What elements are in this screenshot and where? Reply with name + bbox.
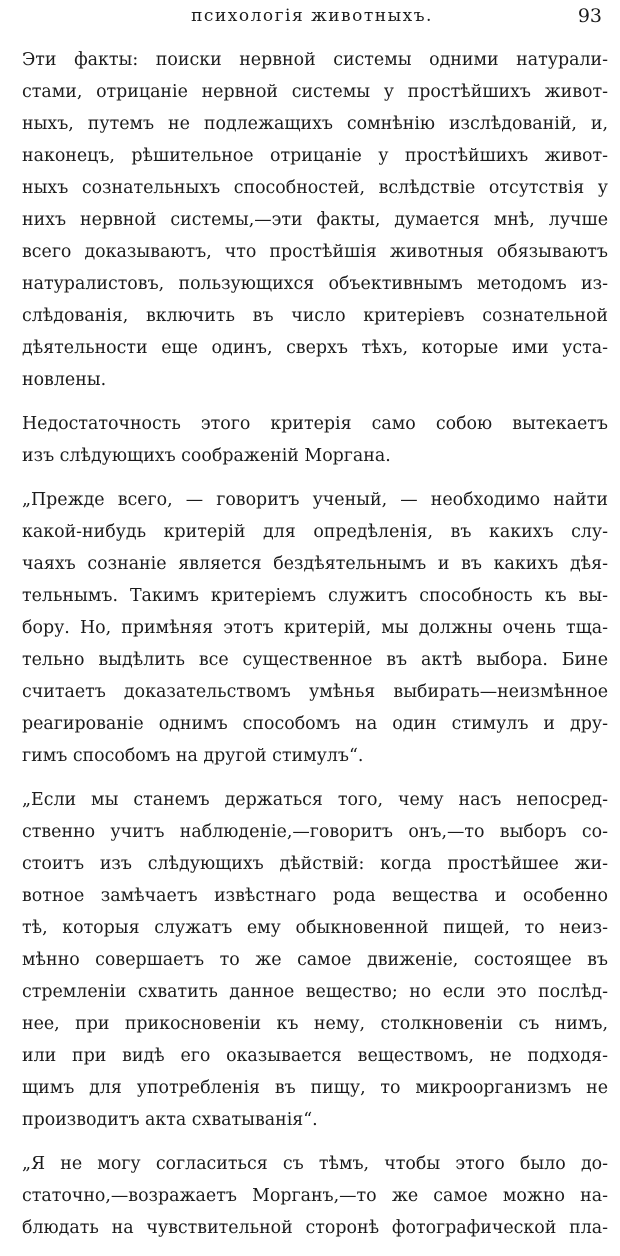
paragraph-2 <box>22 408 608 472</box>
text-line: „Прежде всего, — говоритъ ученый, — необходимо найти <box>22 490 608 510</box>
text-line: „Я не могу согласиться съ тѣмъ, чтобы этого было до- <box>22 1154 608 1174</box>
text-line: тѣ, которыя служатъ ему обыкновенной пищей, то неиз- <box>22 918 608 938</box>
paragraph-5 <box>22 1148 608 1244</box>
text-line: слѣдованія, включить въ число критеріевъ сознательной <box>22 306 608 326</box>
text-line: мѣнно совершаетъ то же самое движеніе, состоящее въ <box>22 950 608 970</box>
text-line: натуралистовъ, пользующихся объективнымъ методомъ из- <box>22 274 608 294</box>
text-line: статочно,—возражаетъ Морганъ,—то же самое можно на- <box>22 1186 608 1206</box>
paragraph-1 <box>22 44 608 396</box>
text-line: щимъ для употребленія въ пищу, то микроорганизмъ не <box>22 1078 608 1098</box>
text-line: вотное замѣчаетъ извѣстнаго рода вещества и особенно <box>22 886 608 906</box>
text-line: Недостаточность этого критерія само собою вытекаетъ <box>22 414 608 434</box>
text-line: чаяхъ сознаніе является бездѣятельнымъ и въ какихъ дѣя- <box>22 554 608 574</box>
text-line: изъ слѣдующихъ соображеній Моргана. <box>22 446 391 466</box>
text-line: нихъ нервной системы,—эти факты, думается мнѣ, лучше <box>22 210 608 230</box>
text-line: или при видѣ его оказывается веществомъ, не подходя- <box>22 1046 608 1066</box>
text-line: стоитъ изъ слѣдующихъ дѣйствій: когда простѣйшее жи- <box>22 854 608 874</box>
text-line: гимъ способомъ на другой стимулъ“. <box>22 746 364 766</box>
text-line: наконецъ, рѣшительное отрицаніе у простѣйшихъ живот- <box>22 146 608 166</box>
text-line: стремленіи схватить данное вещество; но если это послѣд- <box>22 982 608 1002</box>
text-line: блюдать на чувствительной сторонѣ фотографической пла- <box>22 1218 608 1238</box>
text-line: бору. Но, примѣняя этотъ критерій, мы должны очень тща- <box>22 618 608 638</box>
text-line: Эти факты: поиски нервной системы одними натурали- <box>22 50 608 70</box>
text-line: считаетъ доказательствомъ умѣнья выбирать—неизмѣнное <box>22 682 608 702</box>
text-line: реагированіе однимъ способомъ на один стимулъ и дру- <box>22 714 608 734</box>
text-line: ственно учитъ наблюденіе,—говоритъ онъ,—то выборъ со- <box>22 822 608 842</box>
text-line: дѣятельности еще одинъ, сверхъ тѣхъ, которые ими уста- <box>22 338 608 358</box>
text-line: ныхъ сознательныхъ способностей, вслѣдствіе отсутствія у <box>22 178 608 198</box>
text-line: „Если мы станемъ держаться того, чему насъ непосред- <box>22 790 608 810</box>
paragraph-4 <box>22 784 608 1136</box>
text-line: какой-нибудь критерій для опредѣленія, въ какихъ слу- <box>22 522 608 542</box>
running-title: психологія животныхъ. <box>191 6 433 26</box>
text-line: производитъ акта схватыванія“. <box>22 1110 318 1130</box>
text-line: тельнымъ. Такимъ критеріемъ служитъ способность къ вы- <box>22 586 608 606</box>
text-line: ныхъ, путемъ не подлежащихъ сомнѣнію изслѣдованій, и, <box>22 114 608 134</box>
text-line: тельно выдѣлить все существенное въ актѣ выбора. Бине <box>22 650 608 670</box>
running-head <box>22 4 602 34</box>
text-line: всего доказываютъ, что простѣйшія животныя обязываютъ <box>22 242 608 262</box>
text-line: нее, при прикосновеніи къ нему, столкновеніи съ нимъ, <box>22 1014 608 1034</box>
paragraph-3 <box>22 484 608 772</box>
text-line: новлены. <box>22 370 107 390</box>
page-number: 93 <box>577 5 602 27</box>
body-text <box>22 44 608 1256</box>
text-line: стами, отрицаніе нервной системы у простѣйшихъ живот- <box>22 82 608 102</box>
